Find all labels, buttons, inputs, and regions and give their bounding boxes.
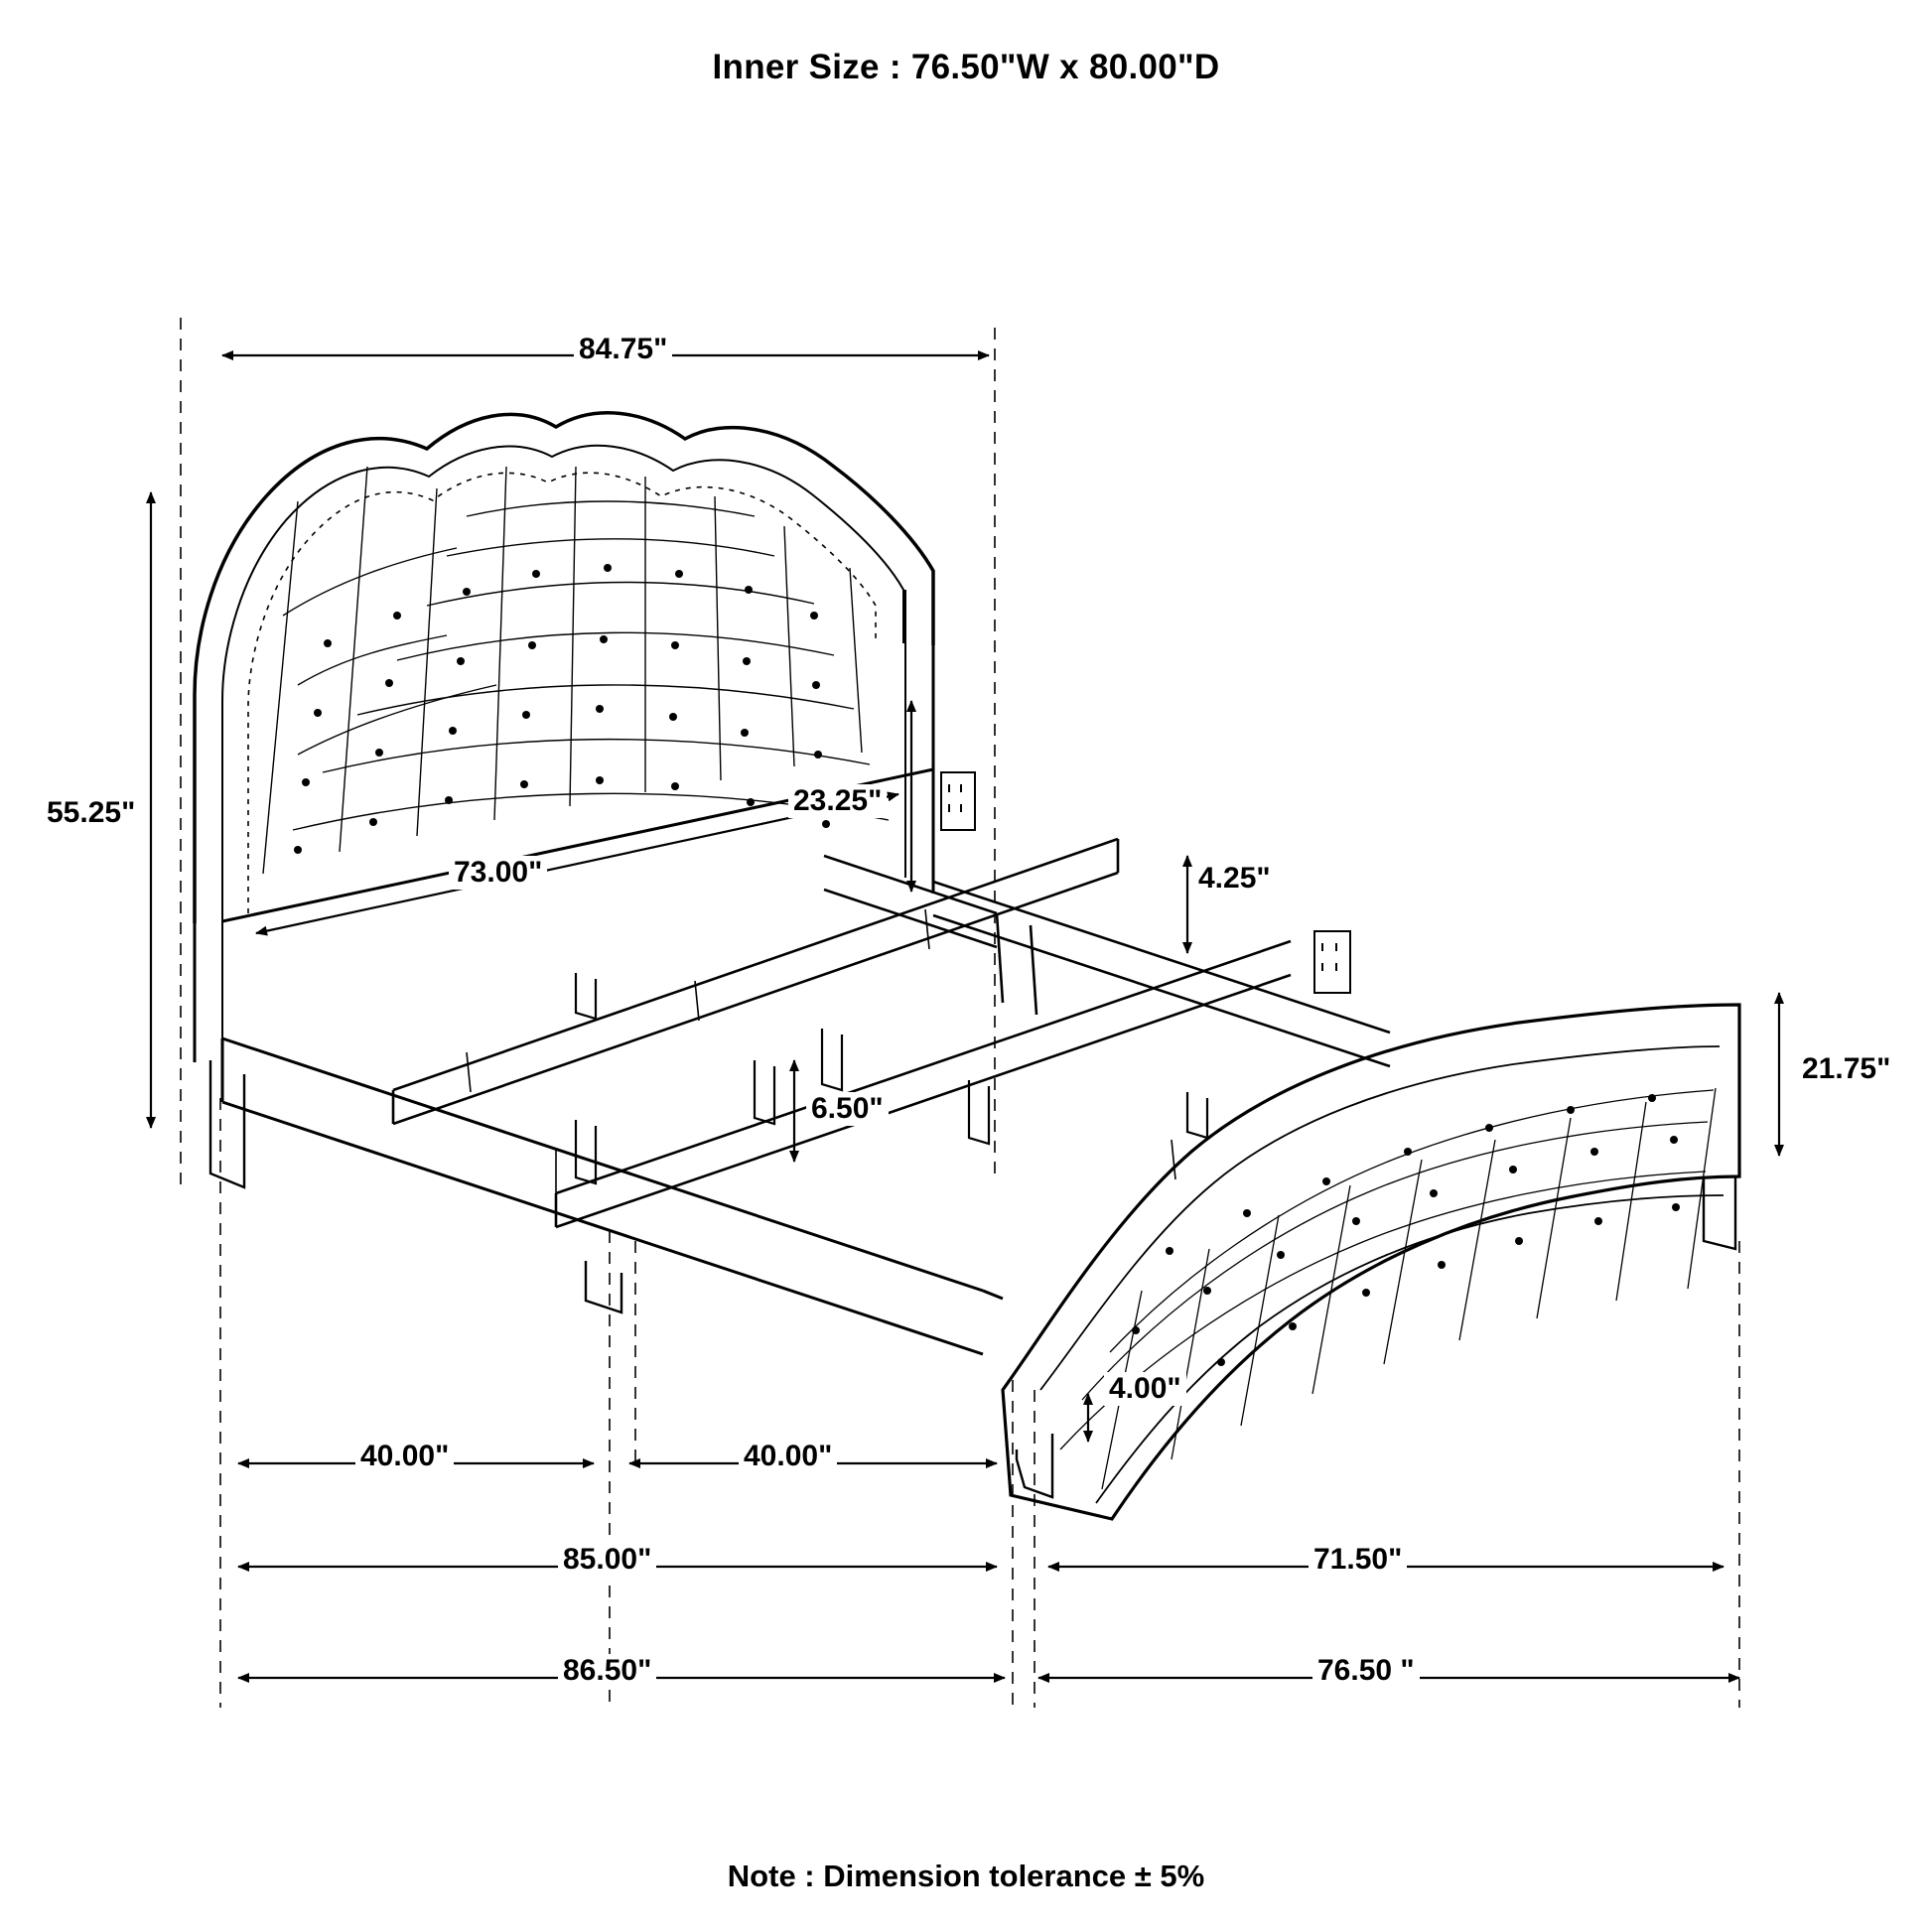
dim-label-footboard-width-inner: 71.50": [1309, 1543, 1407, 1577]
dim-label-frame-length-inner: 85.00": [558, 1543, 656, 1577]
dim-label-slat-clearance: 6.50": [806, 1092, 889, 1126]
dim-label-headboard-inner-width: 73.00": [449, 856, 547, 890]
dim-label-headboard-clearance: 23.25": [788, 784, 887, 818]
dim-label-overall-width-top: 84.75": [574, 333, 672, 366]
dim-label-footboard-width-outer: 76.50 ": [1312, 1654, 1420, 1688]
dim-label-frame-length-outer: 86.50": [558, 1654, 656, 1688]
dim-label-leg-span-right: 40.00": [739, 1440, 837, 1473]
dim-label-footboard-leg-height: 4.00": [1104, 1372, 1186, 1406]
dim-label-overall-height-left: 55.25": [42, 796, 140, 830]
page-title: Inner Size : 76.50"W x 80.00"D: [712, 48, 1220, 86]
dim-label-rail-height: 4.25": [1193, 862, 1276, 896]
tolerance-note: Note : Dimension tolerance ± 5%: [727, 1859, 1205, 1893]
dim-label-footboard-height: 21.75": [1797, 1052, 1895, 1086]
dim-label-leg-span-left: 40.00": [355, 1440, 454, 1473]
